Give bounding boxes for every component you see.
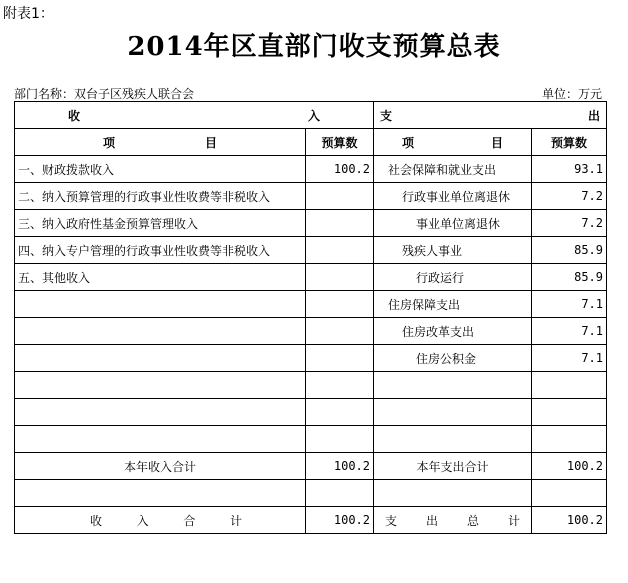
empty-row <box>15 399 607 426</box>
expense-total-char: 总 <box>466 513 479 528</box>
expense-value: 85.9 <box>532 237 607 264</box>
empty-row <box>15 372 607 399</box>
expense-value: 93.1 <box>532 156 607 183</box>
income-item <box>15 318 306 345</box>
expense-value: 85.9 <box>532 264 607 291</box>
expense-item: 行政事业单位离退休 <box>374 183 532 210</box>
income-total-char: 合 <box>183 513 196 528</box>
department-name: 部门名称：双台子区残疾人联合会 <box>14 87 195 101</box>
expense-total-label <box>374 507 532 534</box>
expense-budget-header: 预算数 <box>532 129 607 156</box>
subtotal-row <box>15 453 607 480</box>
table-row <box>15 210 607 237</box>
expense-item: 行政运行 <box>374 264 532 291</box>
expense-item: 住房公积金 <box>374 345 532 372</box>
table-row <box>15 183 607 210</box>
section-header-row <box>15 102 607 129</box>
income-item: 四、纳入专户管理的行政事业性收费等非税收入 <box>15 237 306 264</box>
income-budget-header: 预算数 <box>306 129 374 156</box>
item-label-left: 项 <box>103 135 116 150</box>
expense-item: 社会保障和就业支出 <box>374 156 532 183</box>
item-label-right: 目 <box>204 135 217 150</box>
table-row <box>15 318 607 345</box>
income-item: 二、纳入预算管理的行政事业性收费等非税收入 <box>15 183 306 210</box>
expense-item: 事业单位离退休 <box>374 210 532 237</box>
income-item: 三、纳入政府性基金预算管理收入 <box>15 210 306 237</box>
income-value <box>306 318 374 345</box>
income-total-char: 收 <box>90 513 103 528</box>
income-total-char: 入 <box>136 513 149 528</box>
attachment-label: 附表1： <box>3 6 54 22</box>
income-value <box>306 345 374 372</box>
income-total-value: 100.2 <box>306 507 374 534</box>
expense-value: 7.1 <box>532 291 607 318</box>
expense-total-char: 计 <box>507 513 520 528</box>
page-title: 2014年区直部门收支预算总表 <box>127 32 501 62</box>
expense-value: 7.1 <box>532 345 607 372</box>
table-row <box>15 156 607 183</box>
income-item: 五、其他收入 <box>15 264 306 291</box>
income-item <box>15 345 306 372</box>
table-row <box>15 237 607 264</box>
item-label-left: 项 <box>402 135 415 150</box>
expense-value: 7.1 <box>532 318 607 345</box>
income-item: 一、财政拨款收入 <box>15 156 306 183</box>
income-value <box>306 237 374 264</box>
table-row <box>15 345 607 372</box>
total-row <box>15 507 607 534</box>
expense-item: 住房改革支出 <box>374 318 532 345</box>
income-subtotal-value: 100.2 <box>306 453 374 480</box>
item-label-right: 目 <box>490 135 503 150</box>
income-value <box>306 291 374 318</box>
income-section-header <box>15 102 374 129</box>
expense-header-left: 支 <box>380 108 393 123</box>
budget-table <box>14 101 607 534</box>
unit-label: 单位：万元 <box>541 87 602 101</box>
income-header-right: 入 <box>307 108 320 123</box>
expense-header-right: 出 <box>587 108 600 123</box>
column-header-row <box>15 129 607 156</box>
income-value <box>306 264 374 291</box>
expense-subtotal-label: 本年支出合计 <box>374 453 532 480</box>
expense-total-char: 出 <box>425 513 438 528</box>
expense-total-value: 100.2 <box>532 507 607 534</box>
income-value <box>306 210 374 237</box>
income-item-header <box>15 129 306 156</box>
empty-row <box>15 426 607 453</box>
expense-section-header <box>374 102 607 129</box>
expense-item: 住房保障支出 <box>374 291 532 318</box>
income-value: 100.2 <box>306 156 374 183</box>
expense-item-header <box>374 129 532 156</box>
expense-value: 7.2 <box>532 183 607 210</box>
table-row <box>15 264 607 291</box>
income-value <box>306 183 374 210</box>
table-row <box>15 291 607 318</box>
expense-subtotal-value: 100.2 <box>532 453 607 480</box>
empty-row <box>15 480 607 507</box>
expense-value: 7.2 <box>532 210 607 237</box>
expense-total-char: 支 <box>385 513 398 528</box>
income-header-left: 收 <box>68 108 81 123</box>
income-item <box>15 291 306 318</box>
income-total-char: 计 <box>229 513 242 528</box>
income-subtotal-label: 本年收入合计 <box>15 453 306 480</box>
expense-item: 残疾人事业 <box>374 237 532 264</box>
income-total-label <box>15 507 306 534</box>
